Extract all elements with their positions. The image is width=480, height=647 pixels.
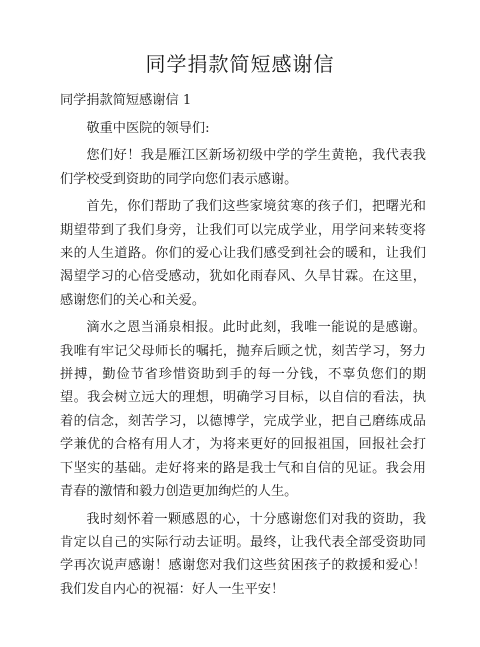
- closing-paragraph: 我时刻怀着一颗感恩的心，十分感谢您们对我的资助，我肯定以自己的实际行动去证明。最终，让我代表全部受资助同学再次说声感谢！感谢您对我们这些贫困孩子的救援和爱心！我们发自内心的祝福：好人一生平安！: [60, 511, 426, 597]
- document-title: 同学捐款简短感谢信: [145, 52, 335, 76]
- intro-paragraph: 您们好！我是雁江区新场初级中学的学生黄艳，我代表我们学校受到资助的同学向您们表示感谢。: [60, 148, 426, 187]
- promise-paragraph: 滴水之恩当涌泉相报。此时此刻，我唯一能说的是感谢。我唯有牢记父母师长的嘱托，抛弃后顾之忧，刻苦学习，努力拼搏，勤俭节省珍惜资助到手的每一分钱，不辜负您们的期望。我会树立远大的理想，明确学习目标，以自信的看法，执着的信念，刻苦学习，以德博学，完成学业，把自己磨练成品学兼优的合格有用人才，为将来更好的回报祖国，回报社会打下坚实的基础。走好将来的路是我士气和自信的见证。我会用青春的激情和毅力创造更加绚烂的人生。: [60, 320, 426, 500]
- greeting-paragraph: 敬重中医院的领导们:: [86, 121, 210, 136]
- thanks-paragraph: 首先，你们帮助了我们这些家境贫寒的孩子们，把曙光和期望带到了我们身旁，让我们可以完成学业，用学问来转变将来的人生道路。你们的爱心让我们感受到社会的暖和，让我们渴望学习的心倍受感动，犹如化雨春风、久旱甘霖。在这里，感谢您们的关心和关爱。: [60, 199, 426, 308]
- document-body: [60, 117, 426, 605]
- document-subtitle: 同学捐款简短感谢信 1: [60, 93, 192, 108]
